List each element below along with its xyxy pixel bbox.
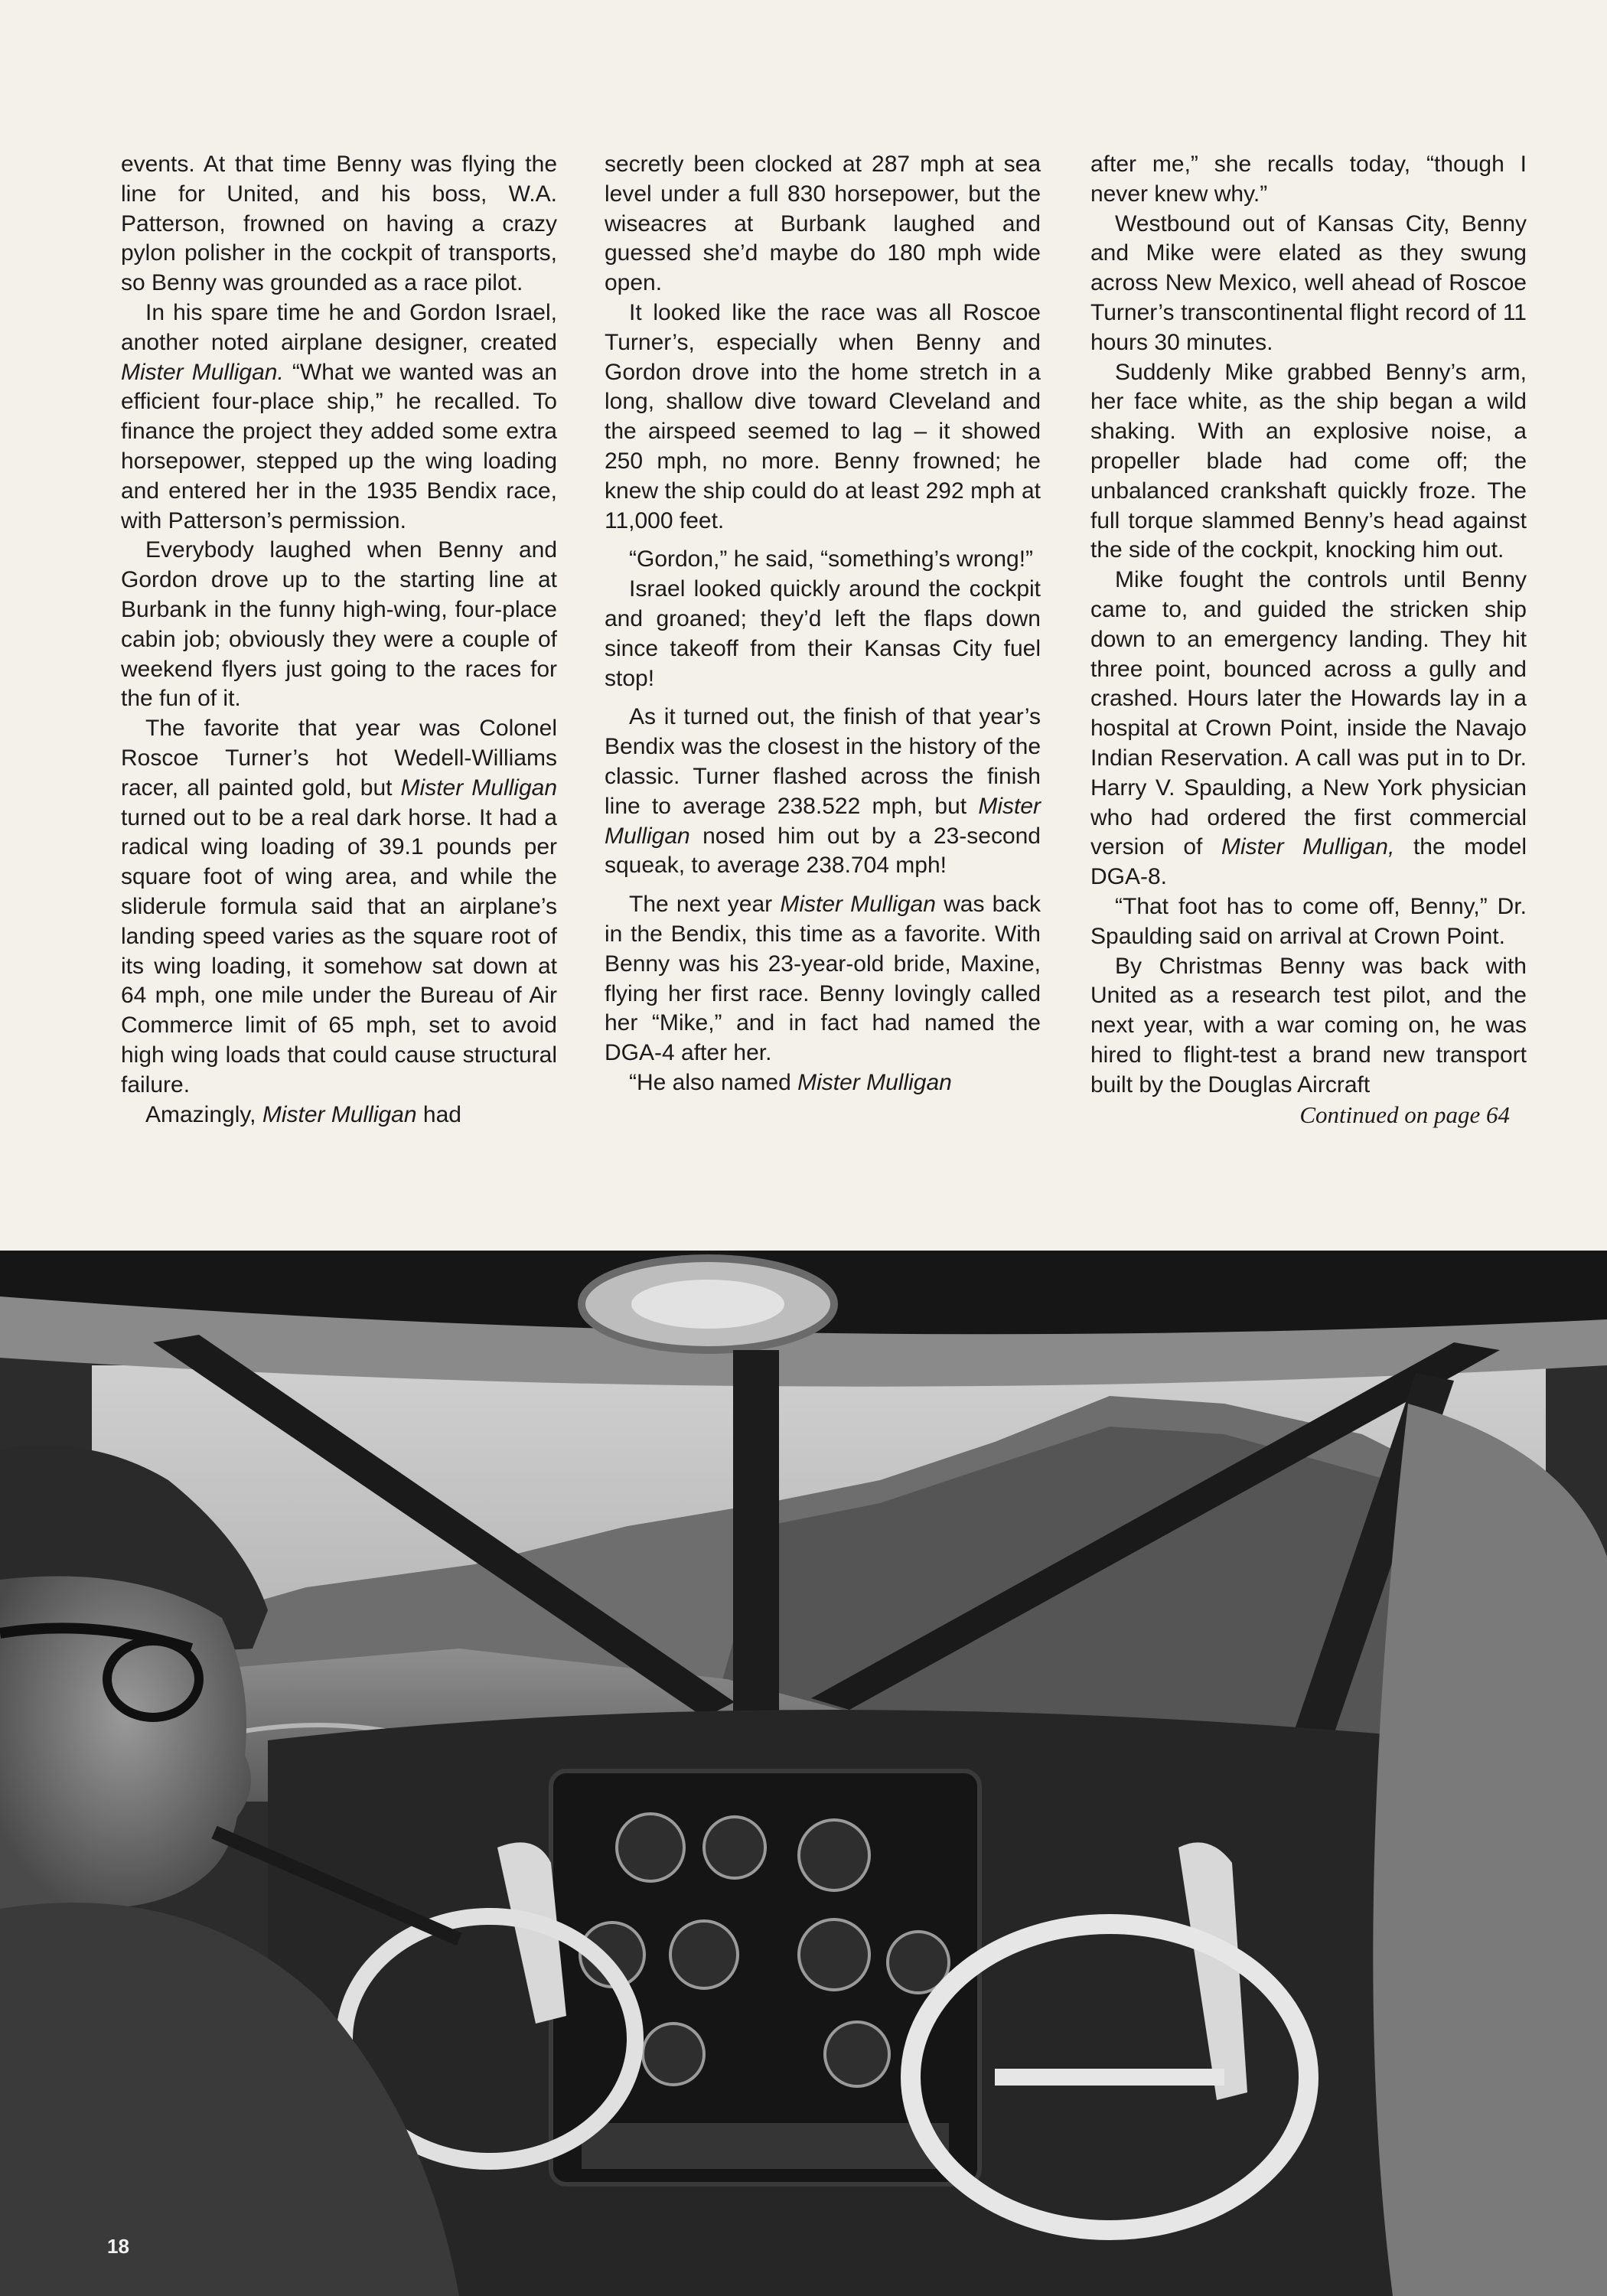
text-run: Amazingly, bbox=[145, 1101, 262, 1127]
italic-title: Mister Mulligan. bbox=[121, 359, 284, 385]
switch-panel bbox=[582, 2123, 949, 2169]
paragraph bbox=[605, 890, 1041, 1068]
italic-title: Mister Mulligan bbox=[262, 1101, 417, 1127]
italic-title: Mister Mulligan bbox=[605, 793, 1041, 849]
paragraph: It looked like the race was all Roscoe Turner’s, especially when Benny and Gordon drove into the home stretch in a long, shallow dive toward Cleveland and the airspeed seemed to lag – it showed 250 mph, no more. Benny frowned; he knew the ship could do at least 292 mph at 11,000 feet. bbox=[605, 299, 1041, 533]
text-run: Mike fought the controls until Benny came to, and guided the stricken ship down to an emergency landing. They hit three point, bounced across a gully and crashed. Hours later the Howards lay in a hospital at Crown Point, inside the Navajo Indian Reservation. A call was put in to Dr. Harry V. Spaulding, a New York physician who had ordered the first commercial version of bbox=[1090, 567, 1527, 860]
text-run: “What we wanted was an efficient four-place ship,” he recalled. To finance the project they added some extra horsepower, stepped up the wing loading and entered her in the 1935 Bendix race, with Patterson’s permission. bbox=[121, 359, 558, 533]
paragraph bbox=[121, 298, 557, 536]
text-run: The favorite that year was Colonel Roscoe Turner’s hot Wedell-Williams racer, all painted gold, but bbox=[121, 716, 557, 801]
text-run: In his spare time he and Gordon Israel, another noted airplane designer, created bbox=[121, 299, 557, 355]
paragraph bbox=[121, 1101, 557, 1130]
paragraph: after me,” she recalls today, “though I never knew why.” bbox=[1090, 152, 1527, 207]
paragraph: Everybody laughed when Benny and Gordon drove up to the starting line at Burbank in the funny high-wing, four-place cabin job; obviously they were a couple of weekend flyers just going to the races for the fun of it. bbox=[121, 537, 557, 712]
continued-note: Continued on page 64 bbox=[1299, 1101, 1510, 1128]
paragraph bbox=[605, 1068, 1041, 1098]
italic-title: Mister Mulligan bbox=[797, 1069, 952, 1095]
cockpit-photo bbox=[0, 1251, 1607, 2296]
paragraph bbox=[1090, 566, 1527, 892]
italic-title: Mister Mulligan, bbox=[1221, 834, 1395, 860]
text-run: the model DGA-8. bbox=[1090, 834, 1527, 890]
center-post bbox=[733, 1350, 779, 1733]
text-run: was back in the Bendix, this time as a favorite. With Benny was his 23-year-old bride, Maxine, flying her first race. Benny lovingly called her “Mike,” and in fact had named the DGA-4 after her. bbox=[605, 892, 1041, 1066]
article-column-3 bbox=[1090, 150, 1527, 1130]
paragraph bbox=[605, 703, 1041, 881]
text-run: As it turned out, the finish of that year’s Bendix was the closest in the history of the classic. Turner flashed across the finish line to average 238.522 mph, but bbox=[605, 704, 1041, 819]
paragraph: “That foot has to come off, Benny,” Dr. Spaulding said on arrival at Crown Point. bbox=[1090, 893, 1527, 949]
paragraph: secretly been clocked at 287 mph at sea level under a full 830 horsepower, but the wiseacres at Burbank laughed and guessed she’d maybe do 180 mph wide open. bbox=[605, 152, 1041, 296]
text-run: had bbox=[416, 1101, 461, 1127]
italic-title: Mister Mulligan bbox=[400, 775, 557, 801]
text-run: The next year bbox=[629, 892, 781, 918]
cockpit-illustration bbox=[0, 1251, 1607, 2296]
paragraph: “Gordon,” he said, “something’s wrong!” bbox=[629, 546, 1034, 572]
cabin-side-wall bbox=[1373, 1404, 1607, 2296]
hatch-window bbox=[631, 1280, 784, 1329]
article-column-1 bbox=[121, 150, 557, 1130]
text-run: “He also named bbox=[629, 1069, 798, 1095]
text-run: turned out to be a real dark horse. It had a radical wing loading of 39.1 pounds per square foot of wing area, and while the sliderule formula said that an airplane’s landing speed varies as the square root of its wing loading, it somehow sat down at 64 mph, one mile under the Bureau of Air Commerce limit of 65 mph, set to avoid high wing loads that could cause structural failure. bbox=[121, 804, 557, 1097]
article-column-2 bbox=[605, 150, 1041, 1098]
paragraph: By Christmas Benny was back with United as a research test pilot, and the next year, with a war coming on, he was hired to flight-test a brand new transport built by the Douglas Aircraft bbox=[1090, 953, 1527, 1097]
italic-title: Mister Mulligan bbox=[780, 892, 936, 918]
paragraph bbox=[121, 714, 557, 1100]
paragraph: events. At that time Benny was flying the line for United, and his boss, W.A. Patterson, frowned on having a crazy pylon polisher in the cockpit of transports, so Benny was grounded as a race pilot. bbox=[121, 152, 557, 296]
paragraph: Israel looked quickly around the cockpit and groaned; they’d left the flaps down since takeoff from their Kansas City fuel stop! bbox=[605, 576, 1041, 691]
paragraph: Suddenly Mike grabbed Benny’s arm, her face white, as the ship began a wild shaking. With an explosive noise, a propeller blade had come off; the unbalanced crankshaft quickly froze. The full torque slammed Benny’s head against the side of the cockpit, knocking him out. bbox=[1090, 359, 1527, 563]
paragraph: Westbound out of Kansas City, Benny and Mike were elated as they swung across New Mexico, well ahead of Roscoe Turner’s transcontinental flight record of 11 hours 30 minutes. bbox=[1090, 210, 1527, 355]
text-run: nosed him out by a 23-second squeak, to average 238.704 mph! bbox=[605, 823, 1041, 879]
page-number: 18 bbox=[107, 2235, 129, 2258]
